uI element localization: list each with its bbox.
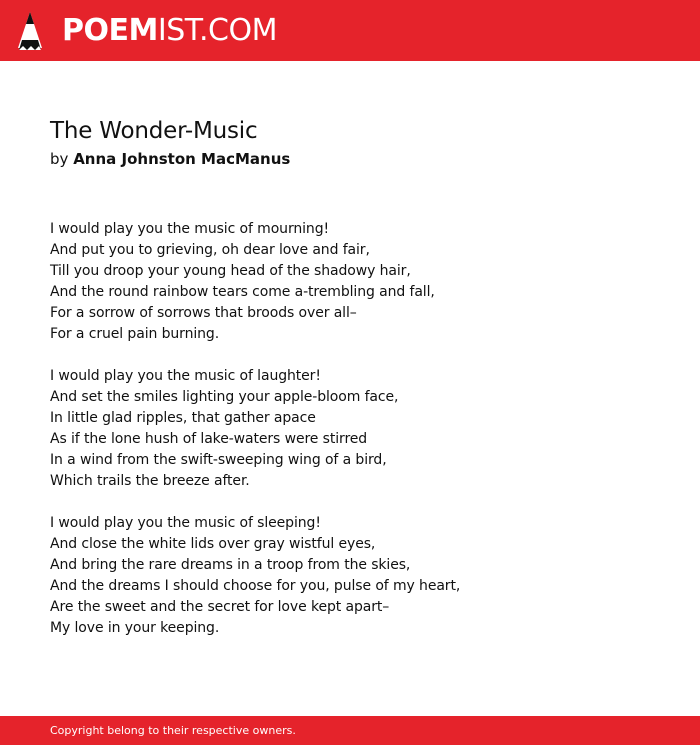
poem-line: And set the smiles lighting your apple-bloom face, — [50, 389, 399, 405]
poem-line: And the dreams I should choose for you, pulse of my heart, — [50, 578, 461, 594]
stanza-1 — [50, 219, 670, 345]
poem-line: I would play you the music of sleeping! — [50, 515, 321, 531]
poem-line: I would play you the music of mourning! — [50, 221, 329, 237]
poem-line: Are the sweet and the secret for love kept apart– — [50, 599, 390, 615]
site-footer — [0, 716, 700, 745]
stanza-3 — [50, 513, 670, 639]
poem-title: The Wonder-Music — [50, 118, 258, 144]
site-logo[interactable] — [62, 13, 277, 49]
poem-line: Till you droop your young head of the shadowy hair, — [50, 263, 411, 279]
poem-line: In a wind from the swift-sweeping wing of a bird, — [50, 452, 387, 468]
logo-text-light: IST.COM — [157, 13, 277, 48]
logo-text-bold: POEM — [62, 13, 158, 48]
poem-line: Which trails the breeze after. — [50, 473, 250, 489]
poem-line: In little glad ripples, that gather apace — [50, 410, 316, 426]
poem-line: My love in your keeping. — [50, 620, 220, 636]
poem-line: And the round rainbow tears come a-trembling and fall, — [50, 284, 435, 300]
site-header — [0, 0, 700, 61]
poem-line: And close the white lids over gray wistful eyes, — [50, 536, 376, 552]
stanza-2 — [50, 366, 670, 492]
poem-body — [50, 219, 670, 660]
poem-line: For a sorrow of sorrows that broods over all– — [50, 305, 357, 321]
poem-line: I would play you the music of laughter! — [50, 368, 321, 384]
byline — [50, 149, 290, 169]
poem-line: And bring the rare dreams in a troop from the skies, — [50, 557, 411, 573]
by-label: by — [50, 150, 69, 168]
author-name: Anna Johnston MacManus — [73, 150, 291, 168]
copyright-notice: Copyright belong to their respective owners. — [50, 724, 296, 737]
poem-line: And put you to grieving, oh dear love and fair, — [50, 242, 370, 258]
poem-line: As if the lone hush of lake-waters were stirred — [50, 431, 368, 447]
pencil-tip-icon[interactable] — [17, 10, 43, 52]
poem-line: For a cruel pain burning. — [50, 326, 220, 342]
